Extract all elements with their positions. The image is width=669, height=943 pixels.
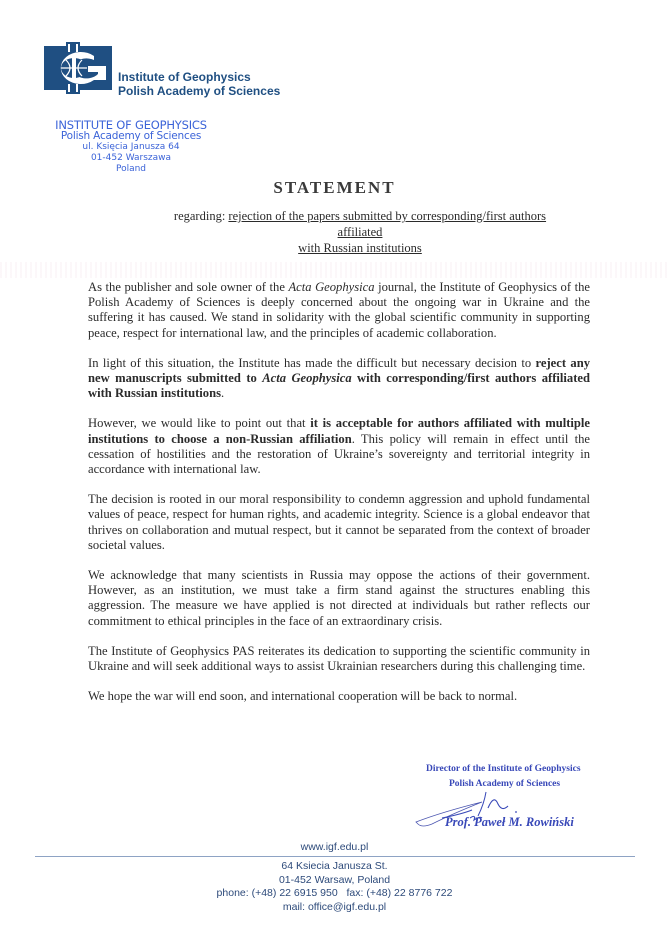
footer-address [0,860,669,914]
paragraph-4: The decision is rooted in our moral responsibility to condemn aggression and uphold fundamental values of peace, respect for human rights, and academic integrity. Science is a global endeavor that thrives on collaboration and mutual respect, but it cannot be separated from the context of broader societal values. [88,492,590,552]
signatory-name: Prof. Paweł M. Rowiński [445,815,574,829]
fax-label: fax: [346,887,367,899]
paragraph-1 [88,280,590,341]
regarding-subject [150,208,570,256]
phone-label: phone: [216,887,252,899]
p1-text-b: journal, the Institute of Geophysics of the Polish Academy of Sciences is deeply concerned about the ongoing war in Ukraine and the suffering it has caused. We stand in solidarity with the global scientific community in supporting peace, respect for international law, and the principles of academic collaboration. [88,280,590,340]
p2-text-a: In light of this situation, the Institute has made the difficult but necessary decision to [88,355,536,370]
signatory-title-line-2: Polish Academy of Sciences [449,779,561,789]
document-title: STATEMENT [273,178,396,197]
paragraph-2 [88,356,590,402]
paragraph-5: We acknowledge that many scientists in Russia may oppose the actions of their government. However, as an institution, we must take a firm stand against the structures enabling this aggression. The measure we have applied is not directed at individuals but rather reflects our commitment to ethical principles in the face of an extraordinary crisis. [88,568,590,628]
p3-text-b: . This policy will remain in effect until the cessation of hostilities and the restoration of Ukraine’s sovereignty and territorial integrity in accordance with international law. [88,431,590,477]
statement-body [88,280,590,719]
institute-name-line1: Institute of Geophysics [118,70,251,84]
stamp-line-2: Polish Academy of Sciences [60,130,202,142]
regarding-line-2: with Russian institutions [298,241,422,255]
stamp-line-5: Poland [115,164,147,174]
p3-bold: it is acceptable for authors affiliated with multiple institutions to choose a non-Russian affiliation [88,416,591,446]
background-watermark [0,262,669,278]
journal-name: Acta Geophysica [262,371,352,386]
footer-website[interactable]: www.igf.edu.pl [300,841,369,853]
paragraph-6: The Institute of Geophysics PAS reiterates its dedication to supporting the scientific community in Ukraine and will seek additional ways to assist Ukrainian researchers during this challenging time. [88,643,590,674]
stamp-line-1: INSTITUTE OF GEOPHYSICS [55,118,207,132]
footer-street: 64 Ksiecia Janusza St. [281,860,388,872]
paragraph-7: We hope the war will end soon, and international cooperation will be back to normal. [88,689,518,704]
stamp-line-3: ul. Księcia Janusza 64 [82,142,180,152]
institute-name-line2: Polish Academy of Sciences [118,84,281,98]
regarding-line-1: rejection of the papers submitted by corresponding/first authors affiliated [228,209,547,239]
footer-city: 01-452 Warsaw, Poland [278,873,391,886]
mail-label: mail: [282,900,308,913]
stamp-line-4: 01-452 Warszawa [90,153,172,163]
paragraph-3 [88,416,590,477]
institute-stamp [50,120,212,175]
regarding-prefix: regarding: [173,209,229,223]
footer-divider [35,856,635,857]
p3-text-a: However, we would like to point out that [88,416,311,431]
p2-end: . [220,386,225,401]
footer-contact [0,887,669,901]
p2-bold-2: with corresponding/first authors affiliated with Russian institutions [88,371,590,401]
footer-mail [0,901,669,915]
p1-text-a: As the publisher and sole owner of the [88,280,289,294]
fax-number: (+48) 22 8776 722 [366,887,453,899]
institute-header [44,42,284,102]
mail-address[interactable]: office@igf.edu.pl [307,900,387,913]
signature-block [412,760,624,838]
journal-name: Acta Geophysica [288,280,375,294]
institute-logo-icon [44,42,112,94]
p2-bold-1: reject any new manuscripts submitted to [88,355,590,386]
phone-number: (+48) 22 6915 950 [251,887,338,899]
signatory-title-line-1: Director of the Institute of Geophysics [426,764,581,774]
institute-name [118,70,280,98]
